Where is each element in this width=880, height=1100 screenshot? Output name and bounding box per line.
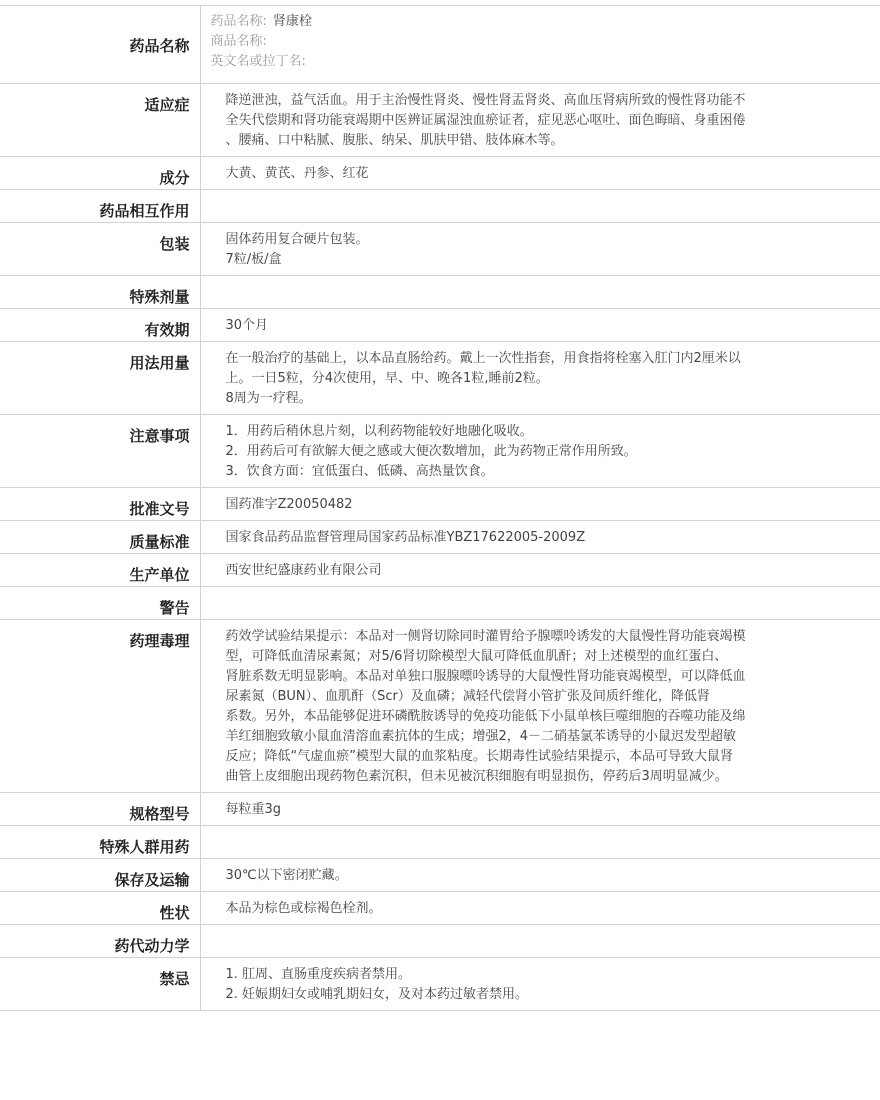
row-value [200,341,880,414]
trade-name-key: 商品名称: [210,34,267,49]
row-label: 特殊人群用药 [0,825,200,858]
drug-info-table [0,5,880,1011]
row-drug-name [0,5,880,83]
value-line: 全失代偿期和肾功能衰竭期中医辨证属湿浊血瘀证者，症见恶心呕吐、面色晦暗、身重困倦 [225,112,746,128]
table-row [0,619,880,792]
generic-name-line [211,12,801,32]
row-value [200,891,880,924]
value-line: 尿素氮（BUN）、血肌酐（Scr）及血磷；减轻代偿肾小管扩张及间质纤维化，降低肾 [225,688,710,704]
row-value [200,957,880,1010]
value-line: 固体药用复合硬片包装。 [225,231,369,247]
value-line: 1．用药后稍休息片刻，以利药物能较好地融化吸收。 [225,423,533,439]
table-row [0,520,880,553]
value-line: 降逆泄浊，益气活血。用于主治慢性肾炎、慢性肾盂肾炎、高血压肾病所致的慢性肾功能不 [225,92,746,108]
value-line: 在一般治疗的基础上，以本品直肠给药。戴上一次性指套，用食指将栓塞入肛门内2厘米以 [225,350,741,366]
value-line: 西安世纪盛康药业有限公司 [225,562,382,578]
value-line: 3．饮食方面：宜低蛋白、低磷、高热量饮食。 [225,463,494,479]
table-row [0,553,880,586]
row-label: 保存及运输 [0,858,200,891]
row-label: 禁忌 [0,957,200,1010]
row-label: 规格型号 [0,792,200,825]
value-line: 1. 肛周、直肠重度疾病者禁用。 [225,966,412,982]
row-label: 质量标准 [0,520,200,553]
drug-info-body [0,5,880,1010]
row-value [200,586,880,619]
table-row [0,586,880,619]
row-label: 特殊剂量 [0,275,200,308]
row-label: 性状 [0,891,200,924]
row-value [200,792,880,825]
value-line: 8周为一疗程。 [225,390,312,406]
value-line: 型，可降低血清尿素氮；对5/6肾切除模型大鼠可降低血肌酐；对上述模型的血红蛋白、 [225,648,728,664]
label-drug-name: 药品名称 [0,5,200,83]
value-line: 大黄、黄芪、丹参、红花 [225,165,369,181]
value-line: 7粒/板/盒 [225,251,282,267]
value-line: 本品为棕色或棕褐色栓剂。 [225,900,382,916]
table-row [0,341,880,414]
row-value [200,858,880,891]
table-row [0,792,880,825]
row-label: 药品相互作用 [0,189,200,222]
row-value [200,222,880,275]
value-line: 2．用药后可有欲解大便之感或大便次数增加，此为药物正常作用所致。 [225,443,637,459]
row-value [200,924,880,957]
value-line: 系数。另外，本品能够促进环磷酰胺诱导的免疫功能低下小鼠单核巨噬细胞的吞噬功能及绵 [225,708,746,724]
value-line: 上。一日5粒，分4次使用，早、中、晚各1粒,睡前2粒。 [225,370,549,386]
row-label: 用法用量 [0,341,200,414]
table-row [0,924,880,957]
value-line: 国家食品药品监督管理局国家药品标准YBZ17622005-2009Z [225,529,586,545]
row-value [200,487,880,520]
value-line: 、腰痛、口中粘腻、腹胀、纳呆、肌肤甲错、肢体麻木等。 [225,132,564,148]
row-value [200,83,880,156]
value-line: 30℃以下密闭贮藏。 [225,867,348,883]
row-label: 成分 [0,156,200,189]
row-value [200,414,880,487]
row-label: 药理毒理 [0,619,200,792]
table-row [0,957,880,1010]
table-row [0,414,880,487]
table-row [0,487,880,520]
value-line: 反应；降低“气虚血瘀”模型大鼠的血浆粘度。长期毒性试验结果提示，本品可导致大鼠肾 [225,748,733,764]
row-label: 注意事项 [0,414,200,487]
row-value [200,189,880,222]
row-label: 适应症 [0,83,200,156]
value-line: 2. 妊娠期妇女或哺乳期妇女，及对本药过敏者禁用。 [225,986,529,1002]
value-line: 药效学试验结果提示：本品对一侧肾切除同时灌胃给予腺嘌呤诱发的大鼠慢性肾功能衰竭模 [225,628,746,644]
row-value [200,553,880,586]
table-row [0,156,880,189]
value-line: 30个月 [225,317,269,333]
row-label: 有效期 [0,308,200,341]
row-label: 药代动力学 [0,924,200,957]
row-value [200,156,880,189]
row-value [200,825,880,858]
table-row [0,825,880,858]
value-line: 国药准字Z20050482 [225,496,353,512]
row-value [200,275,880,308]
value-line: 肾脏系数无明显影响。本品对单独口服腺嘌呤诱导的大鼠慢性肾功能衰竭模型，可以降低血 [225,668,746,684]
table-row [0,222,880,275]
table-row [0,308,880,341]
value-line: 每粒重3g [225,801,282,817]
row-value [200,619,880,792]
english-name-key: 英文名或拉丁名: [210,54,306,69]
row-label: 批准文号 [0,487,200,520]
row-label: 生产单位 [0,553,200,586]
value-line: 曲管上皮细胞出现药物色素沉积，但未见被沉积细胞有明显损伤，停药后3周明显减少。 [225,768,728,784]
table-row [0,83,880,156]
generic-name-key: 药品名称: [210,14,267,29]
value-drug-name [200,5,880,83]
row-label: 警告 [0,586,200,619]
generic-name-value: 肾康栓 [272,14,312,29]
row-value [200,520,880,553]
table-row [0,275,880,308]
value-line: 羊红细胞致敏小鼠血清溶血素抗体的生成；增强2，4－二硝基氯苯诱导的小鼠迟发型超敏 [225,728,737,744]
table-row [0,858,880,891]
row-label: 包装 [0,222,200,275]
table-row [0,189,880,222]
row-value [200,308,880,341]
table-row [0,891,880,924]
